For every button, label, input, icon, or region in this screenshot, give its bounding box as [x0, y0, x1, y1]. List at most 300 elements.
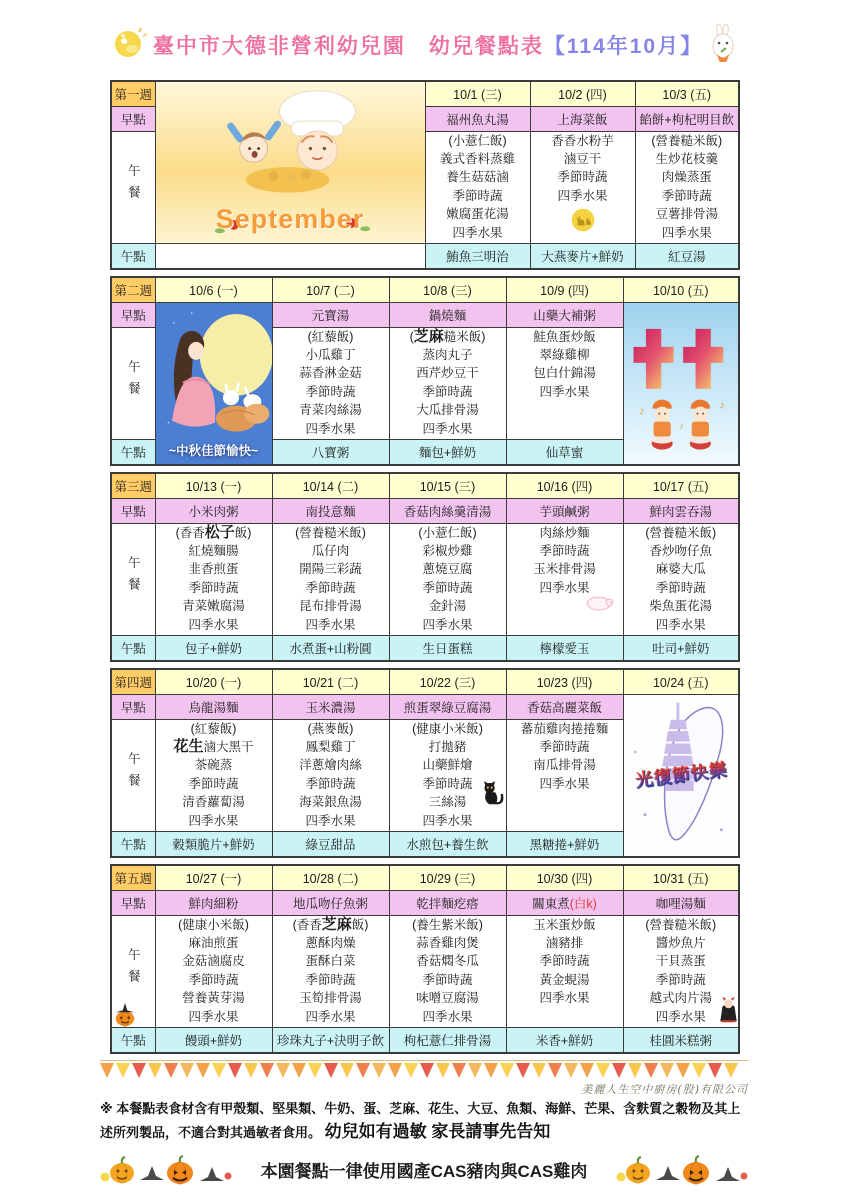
page-title [153, 30, 703, 60]
am-snack-cell: 關東煮(白k) [506, 890, 623, 915]
row-label-lunch: 午餐 [111, 327, 155, 439]
am-snack-cell: 地瓜吻仔魚粥 [272, 890, 389, 915]
cas-statement: 本園餐點一律使用國產CAS豬肉與CAS雞肉 [260, 1162, 588, 1181]
date-header: 10/7 (二) [272, 277, 389, 302]
date-header: 10/31 (五) [623, 865, 739, 890]
lunch-item: 柴魚蛋花湯 [649, 599, 712, 614]
witch-pumpkin-icon [113, 1002, 137, 1027]
pm-snack-cell: 水煎包+養生飲 [389, 831, 506, 857]
am-snack-cell: 福州魚丸湯 [425, 106, 530, 131]
taiwan-caption: 光復節快樂 [624, 754, 739, 795]
lunch-item: (營養糙米飯) [645, 917, 717, 932]
bunting-flag [692, 1063, 706, 1078]
lunch-item: 翠綠雞柳 [539, 347, 590, 362]
row-label-pm: 午點 [111, 439, 155, 465]
date-header: 10/23 (四) [506, 669, 623, 694]
bunting-flag [116, 1063, 130, 1078]
taiwan-illustration-cell [623, 694, 739, 857]
lunch-item: 花生滷大黑干 [173, 737, 254, 755]
allergy-warning: 幼兒如有過敏 家長請事先告知 [324, 1121, 551, 1141]
page-footer [100, 1060, 748, 1190]
lunch-item: 海菜銀魚湯 [299, 795, 362, 810]
pm-snack-cell: 黑糖捲+鮮奶 [506, 831, 623, 857]
lunch-item: 四季水果 [422, 421, 473, 436]
bunting-flag [596, 1063, 610, 1078]
lunch-cell [623, 523, 739, 635]
lunch-item: 季節時蔬 [539, 739, 590, 754]
lunch-item: 四季水果 [422, 1009, 473, 1024]
bunting-flag [484, 1063, 498, 1078]
lunch-item: 青菜嫩腐湯 [182, 599, 245, 614]
pm-snack-cell: 水煮蛋+山粉圓 [272, 635, 389, 661]
lunch-item: 季節時蔬 [422, 972, 473, 987]
double-ten-illustration [624, 303, 739, 465]
pm-snack-cell: 珍珠丸子+決明子飲 [272, 1027, 389, 1053]
lunch-item: 香香水粉芋 [551, 133, 614, 148]
lunch-item: 四季水果 [305, 813, 356, 828]
am-snack-cell: 上海菜飯 [530, 106, 635, 131]
bunting-flag [100, 1063, 114, 1078]
week-label: 第五週 [111, 865, 155, 890]
lunch-cell [272, 327, 389, 439]
page-header [110, 0, 738, 80]
row-label-pm: 午點 [111, 635, 155, 661]
am-snack-cell: 芋頭鹹粥 [506, 498, 623, 523]
row-label-lunch: 午餐 [111, 915, 155, 1027]
pm-snack-cell: 桂圓米糕粥 [623, 1027, 739, 1053]
bunting-flag [516, 1063, 530, 1078]
taiwan-illustration [624, 695, 739, 857]
lunch-item: 蔥燒豆腐 [422, 562, 473, 577]
date-header: 10/15 (三) [389, 473, 506, 498]
lunch-item: 季節時蔬 [655, 972, 706, 987]
cas-statement-row [100, 1149, 748, 1190]
bunting-flag [340, 1063, 354, 1078]
allergy-notice-paragraph [100, 1099, 748, 1144]
lunch-item: 蒜香雞肉煲 [416, 935, 479, 950]
lunch-item: 季節時蔬 [305, 580, 356, 595]
lunch-item: 季節時蔬 [661, 188, 712, 203]
bunting-flag [228, 1063, 242, 1078]
lunch-item: 豆薯排骨湯 [655, 207, 718, 222]
lunch-item: 味噌豆腐湯 [416, 991, 479, 1006]
lunch-item: (小薏仁飯) [418, 525, 477, 540]
lunch-cell [635, 131, 739, 243]
lunch-item: 瓜仔肉 [311, 543, 350, 558]
lunch-item: (營養糙米飯) [645, 525, 717, 540]
svg-text:♪: ♪ [638, 404, 645, 418]
lunch-item: 鳳梨雞丁 [305, 739, 356, 754]
lunch-item: (健康小米飯) [412, 721, 483, 736]
lunch-item: 玉米排骨湯 [533, 562, 596, 577]
lunch-item: (營養糙米飯) [295, 525, 366, 540]
mid-autumn-caption: ~中秋佳節愉快~ [168, 444, 259, 458]
lunch-item: 鮭魚蛋炒飯 [533, 329, 596, 344]
lunch-cell [506, 719, 623, 831]
lunch-item: 季節時蔬 [557, 170, 608, 185]
page-title-main: 臺中市大德非營利幼兒園 幼兒餐點表 [152, 35, 544, 58]
caterer-name: 美麗人生空中廚房(股)有限公司 [581, 1083, 748, 1096]
lunch-item: 山藥鮮燴 [422, 758, 473, 773]
bunting-flag [436, 1063, 450, 1078]
date-header: 10/2 (四) [530, 81, 635, 106]
lunch-item: 季節時蔬 [539, 543, 590, 558]
lunch-item: 四季水果 [305, 1009, 356, 1024]
week-table-1 [110, 80, 740, 270]
am-snack-cell: 烏龍湯麵 [155, 694, 272, 719]
halloween-bunting [100, 1060, 748, 1080]
lunch-item: (小薏仁飯) [448, 133, 507, 148]
lunch-item: 香菇燜冬瓜 [416, 954, 479, 969]
bunting-flag [244, 1063, 258, 1078]
lunch-item: 季節時蔬 [422, 384, 473, 399]
lunch-cell [272, 719, 389, 831]
am-snack-cell: 元寶湯 [272, 302, 389, 327]
lunch-item: 小瓜雞丁 [305, 347, 356, 362]
bunting-flag [164, 1063, 178, 1078]
lunch-item: (營養糙米飯) [651, 133, 723, 148]
lunch-item: 茶碗蒸 [194, 758, 233, 773]
emphasized-ingredient: 芝麻 [413, 327, 444, 345]
emphasized-ingredient: 芝麻 [321, 915, 352, 933]
bunting-flag [196, 1063, 210, 1078]
lunch-item: 開陽三彩蔬 [299, 562, 362, 577]
lunch-item: 季節時蔬 [188, 972, 239, 987]
week-table-4 [110, 668, 740, 858]
lunch-item: 黃金蜆湯 [539, 972, 590, 987]
lunch-item: 嫩腐蛋花湯 [446, 207, 509, 222]
pumpkin-witch-hats-icon [100, 1149, 232, 1190]
row-label-am: 早點 [111, 694, 155, 719]
lunch-item: 季節時蔬 [422, 580, 473, 595]
pm-snack-cell: 仙草蜜 [506, 439, 623, 465]
lunch-item: 四季水果 [452, 225, 503, 240]
bunting-flag [404, 1063, 418, 1078]
lunch-item: 韭香煎蛋 [188, 562, 239, 577]
lunch-item: 肉絲炒麵 [539, 525, 590, 540]
lunch-item: 蒸肉丸子 [422, 347, 473, 362]
lunch-item: 四季水果 [539, 384, 590, 399]
bunting-flag [180, 1063, 194, 1078]
moon-rabbit-icon [110, 25, 148, 66]
lunch-item: 季節時蔬 [452, 188, 503, 203]
lunch-item: 玉筍排骨湯 [299, 991, 362, 1006]
mid-autumn-illustration-cell [155, 302, 272, 465]
emphasized-ingredient: 花生 [173, 737, 204, 755]
date-header: 10/27 (一) [155, 865, 272, 890]
am-snack-cell: 鍋燒麵 [389, 302, 506, 327]
am-snack-cell: 山藥大補粥 [506, 302, 623, 327]
am-snack-cell: 香菇高麗菜飯 [506, 694, 623, 719]
lunch-item: 醬炒魚片 [655, 935, 706, 950]
am-snack-cell: 小米肉粥 [155, 498, 272, 523]
bunting-flag [628, 1063, 642, 1078]
bunting-flag [548, 1063, 562, 1078]
lunch-item: (紅藜飯) [307, 329, 354, 344]
row-label-lunch: 午餐 [111, 719, 155, 831]
bunting-flag [724, 1063, 738, 1078]
row-label-pm: 午點 [111, 831, 155, 857]
row-label-am: 早點 [111, 498, 155, 523]
date-header: 10/1 (三) [425, 81, 530, 106]
lunch-item: (燕麥飯) [307, 721, 354, 736]
date-header: 10/21 (二) [272, 669, 389, 694]
am-snack-cell: 餡餅+枸杞明目飲 [635, 106, 739, 131]
double-ten-illustration-cell [623, 302, 739, 465]
lunch-cell [389, 523, 506, 635]
week-table-2 [110, 276, 740, 466]
lunch-item: 四季水果 [188, 1009, 239, 1024]
pm-snack-cell: 鮪魚三明治 [425, 243, 530, 269]
week-table-5 [110, 864, 740, 1054]
lunch-cell [530, 131, 635, 243]
lunch-item: 金針湯 [428, 599, 467, 614]
lunch-item: (養生紫米飯) [412, 917, 483, 932]
week-label: 第四週 [111, 669, 155, 694]
bunting-flag [532, 1063, 546, 1078]
row-label-lunch: 午餐 [111, 131, 155, 243]
lunch-item: 滷豬排 [545, 935, 584, 950]
bunting-flag [708, 1063, 722, 1078]
pm-snack-cell: 紅豆湯 [635, 243, 739, 269]
lunch-item: 四季水果 [539, 776, 590, 791]
lunch-item: 四季水果 [661, 225, 712, 240]
date-header: 10/22 (三) [389, 669, 506, 694]
am-snack-cell: 玉米濃湯 [272, 694, 389, 719]
lunch-cell [506, 915, 623, 1027]
lunch-item: 紅燒麵腸 [188, 543, 239, 558]
lunch-item: 蛋酥白菜 [305, 954, 356, 969]
bunting-flag [644, 1063, 658, 1078]
lunch-item: 四季水果 [305, 617, 356, 632]
date-header: 10/24 (五) [623, 669, 739, 694]
lunch-item: 香炒吻仔魚 [649, 543, 712, 558]
pm-snack-cell: 八寶粥 [272, 439, 389, 465]
bunting-flag [148, 1063, 162, 1078]
lunch-cell [272, 523, 389, 635]
bunting-flag [420, 1063, 434, 1078]
lunch-item: 營養黃芽湯 [182, 991, 245, 1006]
bunting-flag [580, 1063, 594, 1078]
lunch-cell [425, 131, 530, 243]
svg-text:♪: ♪ [678, 419, 684, 431]
lunch-item: (芝麻糙米飯) [409, 327, 486, 345]
pumpkin-witch-hats-icon [616, 1149, 748, 1190]
date-header: 10/17 (五) [623, 473, 739, 498]
lunch-item: 金菇滷腐皮 [182, 954, 245, 969]
date-header: 10/28 (二) [272, 865, 389, 890]
date-header: 10/8 (三) [389, 277, 506, 302]
lunch-item: 肉燥蒸蛋 [661, 170, 712, 185]
lunch-item: 四季水果 [557, 188, 608, 203]
pm-snack-cell: 包子+鮮奶 [155, 635, 272, 661]
row-label-am: 早點 [111, 302, 155, 327]
weekly-menu-tables [110, 80, 738, 1054]
lunch-item: 義式香料蒸雞 [439, 151, 515, 166]
blank-cell [155, 243, 425, 269]
week-table-3 [110, 472, 740, 662]
date-header: 10/13 (一) [155, 473, 272, 498]
lunch-item: 大瓜排骨湯 [416, 403, 479, 418]
rabbit-carrot-icon [708, 24, 738, 67]
date-header: 10/6 (一) [155, 277, 272, 302]
lunch-item: 四季水果 [305, 421, 356, 436]
svg-text:♪: ♪ [718, 398, 725, 412]
lunch-item: 季節時蔬 [188, 580, 239, 595]
bunting-flag [260, 1063, 274, 1078]
pm-snack-cell: 生日蛋糕 [389, 635, 506, 661]
mid-autumn-illustration [156, 303, 272, 465]
september-caption: September [215, 203, 365, 234]
pm-snack-cell: 枸杞薏仁排骨湯 [389, 1027, 506, 1053]
lunch-item: 玉米蛋炒飯 [533, 917, 596, 932]
pm-snack-cell: 麵包+鮮奶 [389, 439, 506, 465]
week-label: 第三週 [111, 473, 155, 498]
lunch-item: 四季水果 [539, 580, 590, 595]
bunting-flag [324, 1063, 338, 1078]
lunch-cell [389, 915, 506, 1027]
am-snack-cell: 香菇肉絲羹清湯 [389, 498, 506, 523]
emphasized-ingredient: 松子 [204, 523, 235, 541]
bunting-flag [388, 1063, 402, 1078]
row-label-pm: 午點 [111, 1027, 155, 1053]
lunch-item: 四季水果 [539, 991, 590, 1006]
lunch-cell [506, 327, 623, 439]
lunch-item: 季節時蔬 [305, 972, 356, 987]
allergy-notice: ※ 本餐點表食材含有甲殼類、堅果類、牛奶、蛋、芝麻、花生、大豆、魚類、海鮮、芒果、含麩質之穀物及其上述所列製品，不適合對其過敏者食用。 [100, 1101, 741, 1140]
lunch-item: 滷豆干 [563, 151, 602, 166]
lunch-item: 四季水果 [422, 813, 473, 828]
pm-snack-cell: 饅頭+鮮奶 [155, 1027, 272, 1053]
lunch-cell [623, 915, 739, 1027]
lunch-cell [155, 915, 272, 1027]
lunch-item: 季節時蔬 [305, 384, 356, 399]
september-illustration-cell [155, 81, 425, 243]
lunch-item: 季節時蔬 [655, 580, 706, 595]
row-label-am: 早點 [111, 106, 155, 131]
lunch-item: 昆布排骨湯 [299, 599, 362, 614]
lunch-item: 打拋豬 [428, 739, 467, 754]
bunting-flag [500, 1063, 514, 1078]
lunch-item: 四季水果 [655, 617, 706, 632]
lunch-item: (香香芝麻飯) [292, 915, 369, 933]
bunting-flag [212, 1063, 226, 1078]
am-snack-cell: 煎蛋翠綠豆腐湯 [389, 694, 506, 719]
lunch-cell [506, 523, 623, 635]
am-snack-cell: 鮮肉雲吞湯 [623, 498, 739, 523]
lunch-item: 南瓜排骨湯 [533, 758, 596, 773]
lunch-item: 彩椒炒雞 [422, 543, 473, 558]
am-snack-cell: 鮮肉細粉 [155, 890, 272, 915]
september-illustration [156, 82, 425, 243]
date-header: 10/20 (一) [155, 669, 272, 694]
pm-snack-cell: 大燕麥片+鮮奶 [530, 243, 635, 269]
page-title-period: 【114年10月】 [543, 35, 704, 58]
pm-snack-cell: 米香+鮮奶 [506, 1027, 623, 1053]
week-label: 第一週 [111, 81, 155, 106]
lunch-item: 四季水果 [188, 617, 239, 632]
date-header: 10/10 (五) [623, 277, 739, 302]
lunch-cell [155, 523, 272, 635]
row-label-pm: 午點 [111, 243, 155, 269]
date-header: 10/29 (三) [389, 865, 506, 890]
lunch-item: 養生菇菇滷 [446, 170, 509, 185]
lunch-item: 西芹炒豆干 [416, 366, 479, 381]
date-header: 10/16 (四) [506, 473, 623, 498]
date-header: 10/30 (四) [506, 865, 623, 890]
devil-icon [719, 997, 738, 1023]
bunting-flag [132, 1063, 146, 1078]
lunch-item: 季節時蔬 [188, 776, 239, 791]
lunch-cell [155, 719, 272, 831]
lunch-item: 洋蔥燴肉絲 [299, 758, 362, 773]
lunch-item: 干貝蒸蛋 [655, 954, 706, 969]
date-header: 10/9 (四) [506, 277, 623, 302]
pm-snack-cell: 穀類脆片+鮮奶 [155, 831, 272, 857]
am-snack-cell: 乾拌麵疙瘩 [389, 890, 506, 915]
lunch-item: 清香蘿蔔湯 [182, 795, 245, 810]
bunting-flag [564, 1063, 578, 1078]
bunting-flag [308, 1063, 322, 1078]
bunting-flag [468, 1063, 482, 1078]
date-header: 10/14 (二) [272, 473, 389, 498]
lunch-cell [272, 915, 389, 1027]
lunch-item: 季節時蔬 [305, 776, 356, 791]
lunch-item: 青菜肉絲湯 [299, 403, 362, 418]
bunting-flag [276, 1063, 290, 1078]
lunch-item: 生炒花枝羹 [655, 151, 718, 166]
bunting-flag [452, 1063, 466, 1078]
am-snack-cell: 咖哩湯麵 [623, 890, 739, 915]
lunch-item: 包白什錦湯 [533, 366, 596, 381]
rabbits-icon [569, 207, 597, 233]
lunch-item: (紅藜飯) [190, 721, 237, 736]
lunch-item: 季節時蔬 [539, 954, 590, 969]
lunch-item: 蔥酥肉燥 [305, 935, 356, 950]
bunting-flag [372, 1063, 386, 1078]
am-snack-cell: 南投意麵 [272, 498, 389, 523]
lunch-item: 蒜香淋金菇 [299, 366, 362, 381]
date-header: 10/3 (五) [635, 81, 739, 106]
bunting-flag [676, 1063, 690, 1078]
lunch-item: 三絲湯 [428, 795, 467, 810]
lunch-item: (健康小米飯) [178, 917, 249, 932]
lunch-item: 越式肉片湯 [649, 991, 712, 1006]
black-cat-icon [481, 781, 505, 807]
week-label: 第二週 [111, 277, 155, 302]
pig-icon [585, 594, 615, 611]
row-label-am: 早點 [111, 890, 155, 915]
red-note: (白k) [569, 896, 597, 911]
row-label-lunch: 午餐 [111, 523, 155, 635]
pm-snack-cell: 檸檬愛玉 [506, 635, 623, 661]
bunting-flag [660, 1063, 674, 1078]
bunting-flag [292, 1063, 306, 1078]
lunch-item: (香香松子飯) [175, 523, 252, 541]
lunch-cell [389, 327, 506, 439]
pm-snack-cell: 綠豆甜品 [272, 831, 389, 857]
lunch-item: 四季水果 [188, 813, 239, 828]
lunch-item: 季節時蔬 [422, 776, 473, 791]
lunch-item: 四季水果 [655, 1009, 706, 1024]
lunch-item: 蕃茄雞肉捲捲麵 [520, 721, 609, 736]
lunch-cell [389, 719, 506, 831]
lunch-item: 四季水果 [422, 617, 473, 632]
lunch-item: 麻婆大瓜 [655, 562, 706, 577]
lunch-item: 麻油煎蛋 [188, 935, 239, 950]
bunting-flag [612, 1063, 626, 1078]
pm-snack-cell: 吐司+鮮奶 [623, 635, 739, 661]
